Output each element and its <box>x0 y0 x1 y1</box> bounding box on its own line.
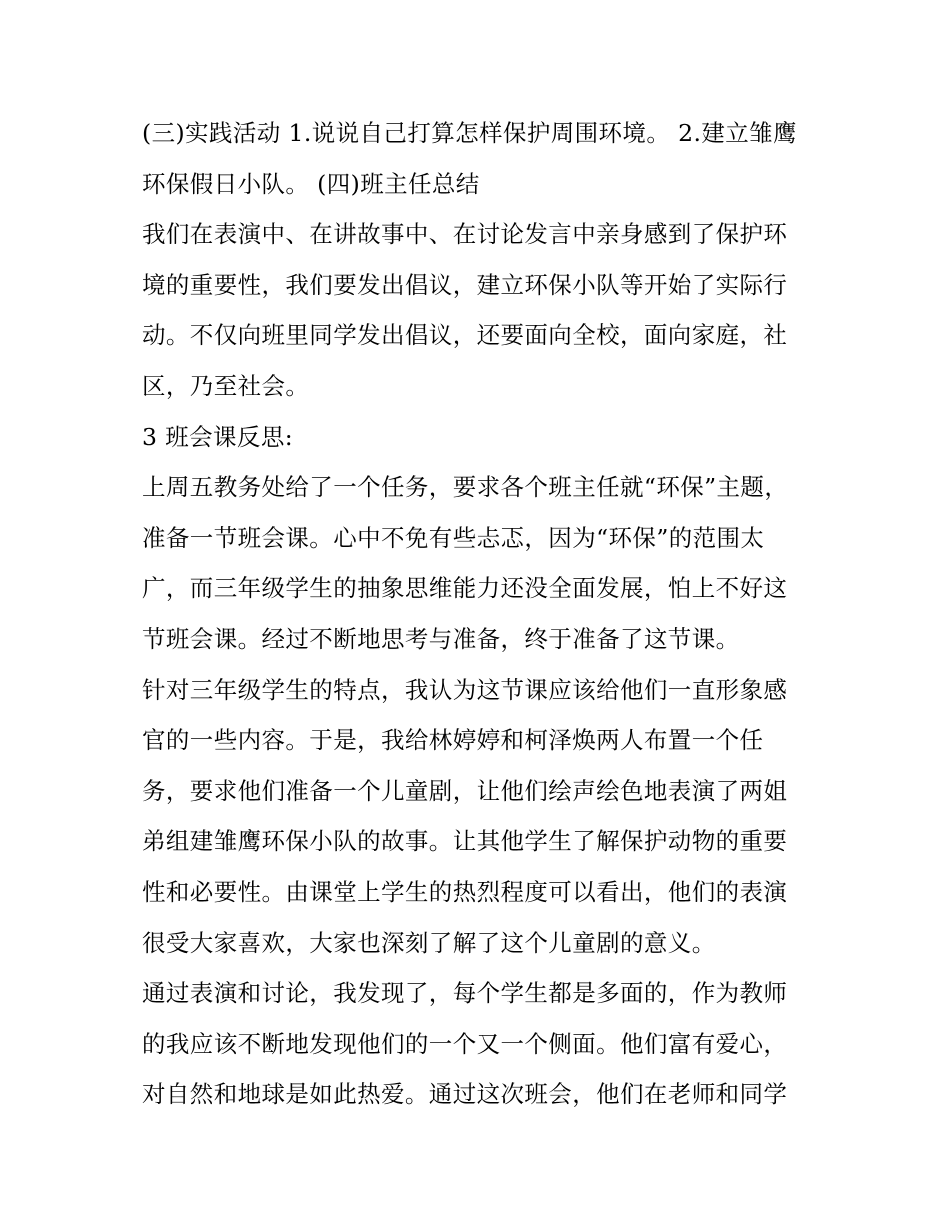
text-line: 境的重要性，我们要发出倡议，建立环保小队等开始了实际行 <box>142 270 788 299</box>
text-line: 性和必要性。由课堂上学生的热烈程度可以看出，他们的表演 <box>142 877 788 906</box>
text-line: 官的一些内容。于是，我给林婷婷和柯泽焕两人布置一个任 <box>142 726 764 755</box>
text-line: 对自然和地球是如此热爱。通过这次班会，他们在老师和同学 <box>142 1080 788 1109</box>
text-line: 的我应该不断地发现他们的一个又一个侧面。他们富有爱心， <box>142 1029 788 1058</box>
text-line: 准备一节班会课。心中不免有些忐忑，因为“环保”的范围太 <box>142 523 765 552</box>
text-line: 针对三年级学生的特点，我认为这节课应该给他们一直形象感 <box>142 675 788 704</box>
document-page <box>142 108 814 1120</box>
section-heading: 3 班会课反思: <box>142 422 294 451</box>
text-line: 环保假日小队。 (四)班主任总结 <box>142 169 480 198</box>
text-line: 很受大家喜欢，大家也深刻了解了这个儿童剧的意义。 <box>142 928 716 957</box>
text-line: 区，乃至社会。 <box>142 371 310 400</box>
text-line: (三)实践活动 1.说说自己打算怎样保护周围环境。 2.建立雏鹰 <box>142 119 797 147</box>
text-line: 通过表演和讨论，我发现了，每个学生都是多面的，作为教师 <box>142 979 788 1008</box>
text-line: 务，要求他们准备一个儿童剧，让他们绘声绘色地表演了两姐 <box>142 776 788 805</box>
text-line: 节班会课。经过不断地思考与准备，终于准备了这节课。 <box>142 624 740 653</box>
text-line: 弟组建雏鹰环保小队的故事。让其他学生了解保护动物的重要 <box>142 827 788 856</box>
text-line: 动。不仅向班里同学发出倡议，还要面向全校，面向家庭，社 <box>142 321 788 350</box>
text-line: 上周五教务处给了一个任务，要求各个班主任就“环保”主题， <box>142 473 789 502</box>
text-line: 广，而三年级学生的抽象思维能力还没全面发展，怕上不好这 <box>142 574 788 603</box>
text-line: 我们在表演中、在讲故事中、在讨论发言中亲身感到了保护环 <box>142 220 788 249</box>
